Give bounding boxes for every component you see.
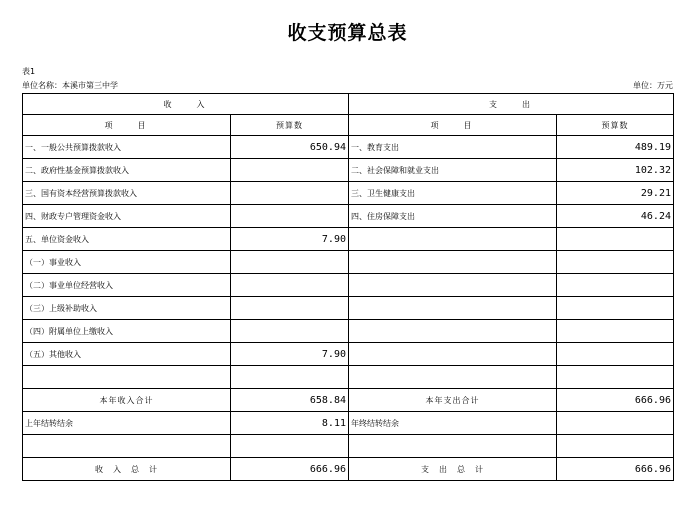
- expense-header: 支 出: [349, 94, 674, 115]
- expense-value: [557, 274, 674, 297]
- income-item-header: 项 目: [23, 115, 231, 136]
- table-number: 表1: [22, 67, 36, 76]
- year-income-value: 658.84: [231, 389, 349, 412]
- expense-item: [349, 297, 557, 320]
- expense-item: 三、卫生健康支出: [349, 182, 557, 205]
- expense-value: [557, 320, 674, 343]
- income-total-label: 收 入 总 计: [23, 458, 231, 481]
- carry-out-label: 年终结转结余: [349, 412, 557, 435]
- income-value: 7.90: [231, 343, 349, 366]
- table-row: [23, 297, 674, 320]
- expense-value: [557, 366, 674, 389]
- expense-value: 489.19: [557, 136, 674, 159]
- expense-item: [349, 320, 557, 343]
- income-item: （二）事业单位经营收入: [23, 274, 231, 297]
- blank-cell: [557, 435, 674, 458]
- income-budget-header: 预算数: [231, 115, 349, 136]
- expense-item: [349, 228, 557, 251]
- grand-total-row: [23, 458, 674, 481]
- blank-cell: [349, 435, 557, 458]
- income-value: [231, 159, 349, 182]
- expense-item-header: 项 目: [349, 115, 557, 136]
- table-row: [23, 251, 674, 274]
- expense-total-label: 支 出 总 计: [349, 458, 557, 481]
- table-row: [23, 182, 674, 205]
- year-total-row: [23, 389, 674, 412]
- expense-value: [557, 228, 674, 251]
- unit-label: 单位：万元: [633, 81, 673, 90]
- carry-out-value: [557, 412, 674, 435]
- income-value: 7.90: [231, 228, 349, 251]
- expense-item: 一、教育支出: [349, 136, 557, 159]
- expense-item: 四、住房保障支出: [349, 205, 557, 228]
- income-item: （三）上级补助收入: [23, 297, 231, 320]
- expense-value: [557, 251, 674, 274]
- unit-name: 单位名称：本溪市第三中学: [22, 81, 118, 90]
- budget-table: [22, 93, 674, 481]
- table-row: [23, 320, 674, 343]
- carry-in-value: 8.11: [231, 412, 349, 435]
- table-row: [23, 205, 674, 228]
- page-title: 收支预算总表: [287, 22, 408, 44]
- income-item: [23, 366, 231, 389]
- income-value: [231, 182, 349, 205]
- column-header-row: [23, 115, 674, 136]
- table-row: [23, 159, 674, 182]
- income-value: [231, 205, 349, 228]
- table-row: [23, 274, 674, 297]
- income-item: （一）事业收入: [23, 251, 231, 274]
- income-header: 收 入: [23, 94, 349, 115]
- income-item: （四）附属单位上缴收入: [23, 320, 231, 343]
- expense-value: 102.32: [557, 159, 674, 182]
- blank-cell: [23, 435, 231, 458]
- blank-row: [23, 435, 674, 458]
- income-value: [231, 366, 349, 389]
- expense-budget-header: 预算数: [557, 115, 674, 136]
- income-item: 四、财政专户管理资金收入: [23, 205, 231, 228]
- income-item: 一、一般公共预算拨款收入: [23, 136, 231, 159]
- table-row: [23, 228, 674, 251]
- expense-item: 二、社会保障和就业支出: [349, 159, 557, 182]
- year-income-label: 本年收入合计: [23, 389, 231, 412]
- income-value: [231, 297, 349, 320]
- expense-value: 29.21: [557, 182, 674, 205]
- income-value: [231, 274, 349, 297]
- income-item: 五、单位资金收入: [23, 228, 231, 251]
- income-item: （五）其他收入: [23, 343, 231, 366]
- expense-item: [349, 251, 557, 274]
- table-row: [23, 366, 674, 389]
- expense-value: [557, 297, 674, 320]
- year-expense-label: 本年支出合计: [349, 389, 557, 412]
- income-item: 二、政府性基金预算拨款收入: [23, 159, 231, 182]
- section-header-row: [23, 94, 674, 115]
- carry-row: [23, 412, 674, 435]
- expense-item: [349, 274, 557, 297]
- carry-in-label: 上年结转结余: [23, 412, 231, 435]
- table-body: [23, 136, 674, 389]
- expense-value: 46.24: [557, 205, 674, 228]
- income-value: 650.94: [231, 136, 349, 159]
- expense-item: [349, 366, 557, 389]
- blank-cell: [231, 435, 349, 458]
- table-row: [23, 343, 674, 366]
- expense-item: [349, 343, 557, 366]
- income-total-value: 666.96: [231, 458, 349, 481]
- year-expense-value: 666.96: [557, 389, 674, 412]
- table-row: [23, 136, 674, 159]
- income-value: [231, 251, 349, 274]
- income-item: 三、国有资本经营预算拨款收入: [23, 182, 231, 205]
- expense-value: [557, 343, 674, 366]
- expense-total-value: 666.96: [557, 458, 674, 481]
- income-value: [231, 320, 349, 343]
